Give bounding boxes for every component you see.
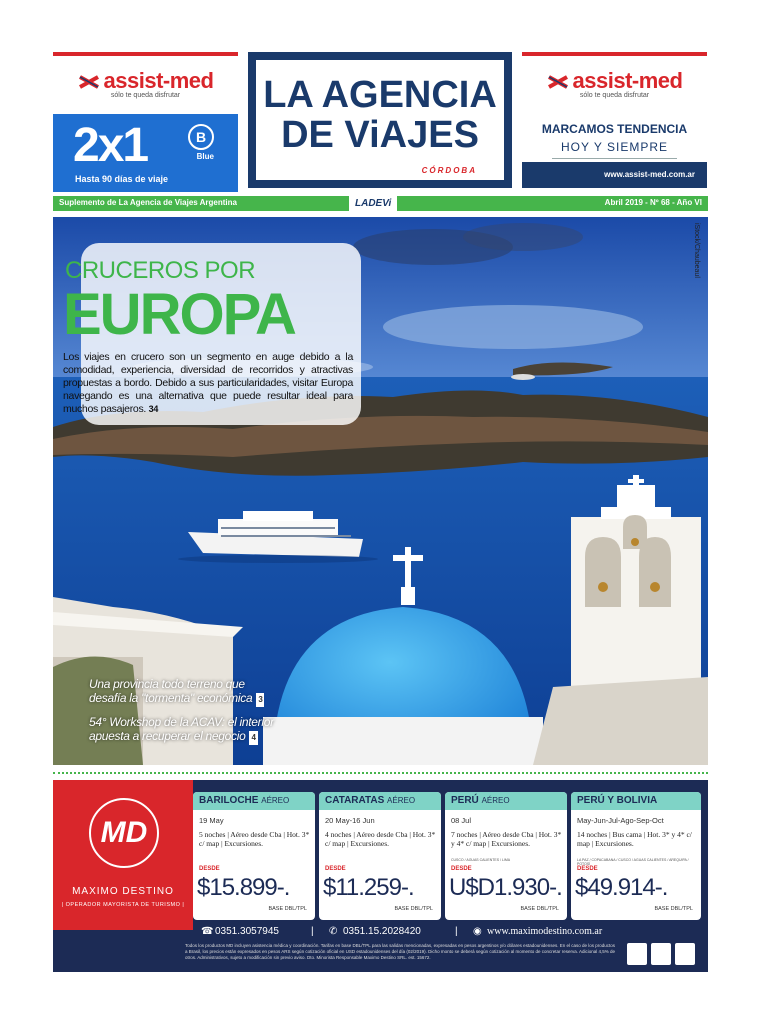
blue-badge: B xyxy=(188,124,214,150)
price-from-label: DESDE xyxy=(451,866,472,872)
divider xyxy=(552,158,677,159)
package-date: 20 May-16 Jun xyxy=(325,816,375,825)
package-route: LA PAZ / COPACABANA / CUSCO / AGUAS CALIENTES / AREQUIPA / POTOSÍ xyxy=(577,858,689,866)
package-description: 5 noches | Aéreo desde Cba | Hot. 3* c/ map | Excursiones. xyxy=(199,830,310,848)
ladevi-logo: LADEVi xyxy=(349,196,397,211)
whatsapp-number[interactable]: 0351.15.2028420 xyxy=(343,926,421,937)
package-card[interactable] xyxy=(445,792,567,920)
package-date: 08 Jul xyxy=(451,816,472,825)
ad-url[interactable]: www.assist-med.com.ar xyxy=(522,162,707,188)
certification-badge-icon xyxy=(675,943,695,965)
md-brand-name: MAXIMO DESTINO xyxy=(72,886,174,897)
assist-med-logo xyxy=(522,68,707,99)
assist-med-logo xyxy=(53,68,238,99)
masthead-line2: DE ViAJES xyxy=(281,114,479,156)
headline-page-ref[interactable]: 34 xyxy=(148,404,159,414)
package-date: 19 May xyxy=(199,816,224,825)
package-destination: BARILOCHE AÉREO xyxy=(193,792,315,810)
price-from-label: DESDE xyxy=(325,866,346,872)
teaser-economy[interactable] xyxy=(89,677,264,707)
promo-headline: 2x1 xyxy=(73,119,148,172)
promo-panel xyxy=(53,114,238,192)
md-logo: MD xyxy=(89,798,159,868)
md-brand-panel xyxy=(53,780,193,930)
price-from-label: DESDE xyxy=(199,866,220,872)
brand-tagline: sólo te queda disfrutar xyxy=(110,92,181,99)
website-link[interactable]: www.maximodestino.com.ar xyxy=(487,926,603,937)
masthead xyxy=(248,52,512,188)
teaser-line: 54° Workshop de la ACAV: el interior xyxy=(89,715,274,729)
globe-icon: ◉ xyxy=(473,926,482,937)
assist-med-ad-right xyxy=(522,52,707,188)
package-destination: PERÚ AÉREO xyxy=(445,792,567,810)
assist-med-x-icon xyxy=(78,75,100,89)
package-destination: PERÚ Y BOLIVIA xyxy=(571,792,701,810)
assist-med-ad-left xyxy=(53,52,238,188)
package-description: 14 noches | Bus cama | Hot. 3* y 4* c/ map | Excursiones. xyxy=(577,830,692,848)
price-from-label: DESDE xyxy=(577,866,598,872)
package-price: $11.259-. xyxy=(323,874,414,901)
assist-med-x-icon xyxy=(547,75,569,89)
masthead-city: CÓRDOBA xyxy=(421,166,477,175)
package-price: U$D1.930-. xyxy=(449,874,562,901)
package-card[interactable] xyxy=(319,792,441,920)
separator: | xyxy=(455,926,458,937)
supplement-label: Suplemento de La Agencia de Viajes Argentina xyxy=(59,198,237,207)
masthead-line1: LA AGENCIA xyxy=(263,74,497,116)
contact-bar xyxy=(193,926,708,940)
certification-badge-icon xyxy=(651,943,671,965)
maximo-destino-ad xyxy=(53,780,708,972)
phone-number[interactable]: 0351.3057945 xyxy=(215,926,279,937)
teaser-line: apuesta a recuperar el negocio xyxy=(89,729,246,743)
headline-body-text: Los viajes en crucero son un segmento en auge debido a la comodidad, experiencia, diversidad de recorridos y atractivas propuestas a bordo. Debido a sus particularidades, visitar Europa navegando es una alternativa que puede resultar ideal para muchos pasajeros. xyxy=(63,351,353,415)
ad-headline: MARCAMOS TENDENCIA xyxy=(541,122,688,136)
phone-icon: ☎ xyxy=(201,926,214,937)
brand-name: assist-med xyxy=(572,68,683,93)
price-basis: BASE DBL/TPL xyxy=(268,906,307,912)
whatsapp-icon: ✆ xyxy=(329,926,338,937)
price-basis: BASE DBL/TPL xyxy=(520,906,559,912)
hero-cover xyxy=(53,217,708,765)
package-card[interactable] xyxy=(571,792,701,920)
certification-badge-icon xyxy=(627,943,647,965)
issue-strip xyxy=(53,196,708,211)
promo-subtext: Hasta 90 días de viaje xyxy=(75,174,169,184)
ad-subheadline: HOY Y SIEMPRE xyxy=(560,140,669,154)
package-route: CUSCO / AGUAS CALIENTES / LIMA xyxy=(451,858,511,862)
price-basis: BASE DBL/TPL xyxy=(394,906,433,912)
teaser-workshop[interactable] xyxy=(89,715,274,745)
brand-name: assist-med xyxy=(103,68,214,93)
teaser-page-ref: 4 xyxy=(249,731,257,745)
teaser-page-ref: 3 xyxy=(256,693,264,707)
md-brand-sub: | OPERADOR MAYORISTA DE TURISMO | xyxy=(61,902,185,908)
teaser-line: desafía la "tormenta" económica xyxy=(89,691,253,705)
headline-title: EUROPA xyxy=(63,282,295,347)
photo-credit: iStock/Chaubeaul xyxy=(693,223,700,278)
separator: | xyxy=(311,926,314,937)
dotted-divider xyxy=(53,772,708,774)
price-basis: BASE DBL/TPL xyxy=(654,906,693,912)
fine-print: Todos los productos MD incluyen asistencia médica y coordinación. Tarifas en base DBL/TPL para las salidas mencionadas, expresadas en pesos argentinos y/o dólares estadounidenses. En el caso de los productos a Brasil, los precios están expresados en pesos ARS según cotización oficial en USD estadounidenses del día (02/2019). Dicho monto se deberá según cotización al momento de concretar reserva. Adicional 4,5% de otros. Administrativos, sujeto a modificación sin previo aviso. Dto. Minorista Responsable Maximo Destino SRL. est. 15672. xyxy=(185,943,615,960)
package-description: 7 noches | Aéreo desde Cba | Hot. 3* y 4* c/ map | Excursiones. xyxy=(451,830,562,848)
headline-body xyxy=(63,351,353,416)
brand-tagline: sólo te queda disfrutar xyxy=(579,92,650,99)
package-destination: CATARATAS AÉREO xyxy=(319,792,441,810)
package-description: 4 noches | Aéreo desde Cba | Hot. 3* c/ map | Excursiones. xyxy=(325,830,436,848)
headline-kicker: CRUCEROS POR xyxy=(65,257,256,284)
teaser-line: Una provincia todo terreno que xyxy=(89,677,245,691)
package-price: $49.914-. xyxy=(575,874,668,901)
package-date: May-Jun-Jul-Ago-Sep-Oct xyxy=(577,816,664,825)
blue-badge-label: Blue xyxy=(196,152,214,161)
package-price: $15.899-. xyxy=(197,874,290,901)
issue-info: Abril 2019 - Nº 68 - Año VI xyxy=(604,198,702,207)
package-card[interactable] xyxy=(193,792,315,920)
